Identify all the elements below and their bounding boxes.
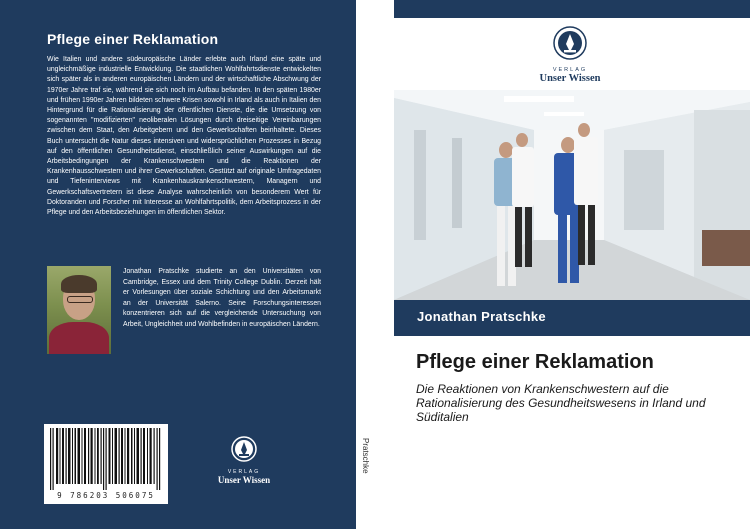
publisher-emblem-icon [553, 26, 587, 60]
cover-photo [394, 90, 750, 300]
author-photo [47, 266, 111, 354]
barcode-icon [48, 428, 164, 490]
isbn-number: 9 786203 506075 [57, 491, 155, 500]
front-subtitle: Die Reaktionen von Krankenschwestern auf die Rationalisierung des Gesundheitswesens in Irland und Süditalien [416, 382, 706, 424]
publisher-name: Unser Wissen [539, 73, 601, 84]
barcode [44, 424, 168, 504]
spine-author: Pratschke [361, 438, 370, 474]
front-top-bar [394, 0, 750, 18]
publisher-logo-front [520, 26, 620, 84]
publisher-verlag-label: VERLAG [552, 67, 588, 73]
author-bio: Jonathan Pratschke studierte an den Universitäten von Cambridge, Essex und dem Trinity College Dublin. Derzeit hält er Vorlesungen über soziale Schichtung und den Arbeitsmarkt an der Universität Salerno. Seine Forschungsinteressen konzentrieren sich auf die vergleichende Untersuchung von Arbeit, Ungleichheit und Wohlbefinden in europäischen Ländern. [123, 268, 321, 328]
front-author-name: Jonathan Pratschke [417, 309, 546, 324]
hospital-corridor-image [394, 90, 750, 300]
back-cover-title: Pflege einer Reklamation [47, 31, 219, 47]
front-title: Pflege einer Reklamation [416, 351, 654, 373]
publisher-emblem-icon [231, 436, 257, 462]
back-cover [0, 0, 356, 529]
publisher-verlag-label: VERLAG [227, 469, 261, 475]
publisher-logo-back [204, 436, 284, 485]
back-cover-blurb: Wie Italien und andere südeuropäische Länder erlebte auch Irland eine späte und ungleichmäßige industrielle Entwicklung. Die staatlichen Wohlfahrtsdienste entwickelten sich später als in anderen europäischen Ländern und der wirtschaftliche Abschwung der 1970er Jahre traf sie, während sie sich noch im Aufbau befanden. In den späten 1980er und frühen 1990er Jahren bildeten schwere Krisen sowohl in Irland als auch in Italien den Hintergrund für die Rationalisierung der öffentlichen Dienste, die die Umsetzung von sogenannten "modifizierten" neoliberalen Lösungen durch dreiseitige Vereinbarungen zwischen dem Staat, den Arbeitgebern und den Gewerkschaften beinhaltete. Dieses Buch untersucht die Natur dieses intensiven und widersprüchlichen Prozesses in Bezug auf den öffentlichen Gesundheitsdienst, einschließlich seiner Auswirkungen auf die Arbeitsbedingungen der Krankenschwestern und die Reaktionen der Krankenhausschwestern und ihrer Gewerkschaften. Gestützt auf originale Umfragedaten und Tiefeninterviews mit Krankenhauskrankenschwestern, Managern und Gewerkschaftsvertretern ist diese Analyse wahrscheinlich von besonderem Wert für Doktoranden und Forscher mit Interesse an Wohlfahrtspolitik, dem Arbeitsprozess in der Pflege und den Arbeitsbeziehungen im öffentlichen Sektor. [47, 56, 321, 217]
publisher-name: Unser Wissen [217, 475, 271, 485]
